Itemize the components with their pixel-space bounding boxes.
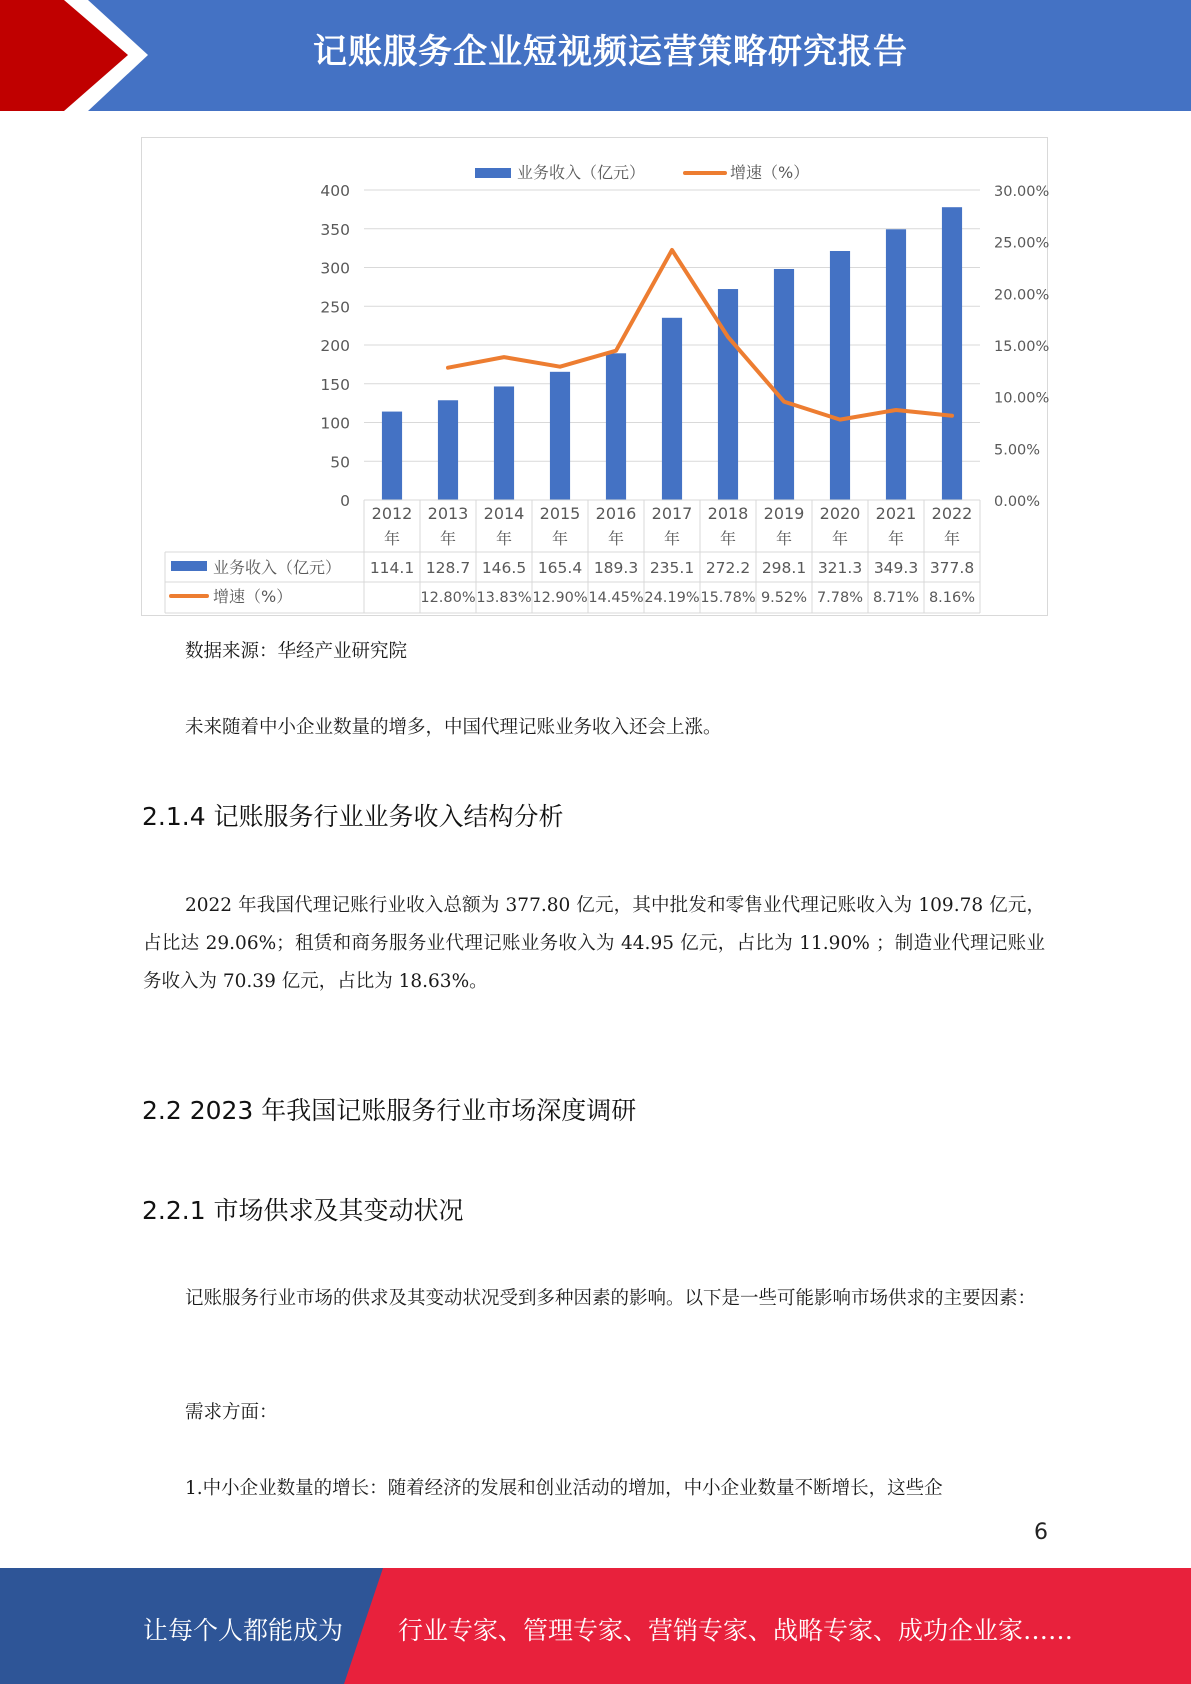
bar-revenue [494, 386, 514, 500]
paragraph-supply-demand: 记账服务行业市场的供求及其变动状况受到多种因素的影响。以下是一些可能影响市场供求的主要因素： [185, 1288, 1037, 1309]
bar-revenue [438, 400, 458, 500]
revenue-chart-svg [142, 138, 1049, 617]
right-axis-tick-label: 15.00% [994, 339, 1049, 355]
data-source-note: 数据来源：华经产业研究院 [185, 641, 408, 662]
table-cell-growth: 24.19% [644, 590, 700, 606]
table-row-header-growth: 增速（%） [213, 587, 293, 606]
category-label-year: 2012 [371, 504, 413, 523]
table-cell-revenue: 114.1 [369, 559, 415, 577]
category-label-year: 2021 [875, 504, 917, 523]
category-label-year: 2013 [427, 504, 469, 523]
left-axis-tick-label: 300 [320, 259, 350, 278]
table-cell-revenue: 272.2 [705, 559, 751, 577]
bar-revenue [830, 251, 850, 500]
category-label-suffix: 年 [887, 529, 905, 548]
chart-growth-line [448, 250, 952, 420]
right-axis-tick-label: 5.00% [994, 442, 1041, 459]
category-label-year: 2014 [483, 504, 525, 523]
left-axis-tick-label: 150 [320, 375, 350, 394]
category-label-year: 2016 [595, 504, 637, 523]
bar-revenue [942, 207, 962, 500]
table-cell-revenue: 235.1 [649, 559, 695, 577]
category-label-year: 2020 [819, 504, 861, 523]
line-growth-rate [448, 250, 952, 420]
category-label-suffix: 年 [943, 529, 961, 548]
category-label-year: 2015 [539, 504, 581, 523]
left-axis-tick-label: 400 [320, 182, 350, 200]
page-number: 6 [1034, 1520, 1048, 1545]
table-cell-growth: 15.78% [700, 590, 756, 606]
category-label-year: 2019 [763, 504, 805, 523]
paragraph-outlook: 未来随着中小企业数量的增多，中国代理记账业务收入还会上涨。 [185, 717, 722, 738]
category-label-suffix: 年 [383, 529, 401, 548]
bar-revenue [886, 229, 906, 500]
table-cell-revenue: 377.8 [929, 559, 975, 577]
right-axis-tick-label: 25.00% [994, 235, 1049, 252]
bar-revenue [382, 412, 402, 500]
legend-swatch-revenue [475, 168, 511, 178]
right-axis-tick-label: 30.00% [994, 184, 1049, 200]
paragraph-sme-growth: 1.中小企业数量的增长：随着经济的发展和创业活动的增加，中小企业数量不断增长，这些企 [185, 1478, 943, 1499]
bar-revenue [550, 372, 570, 500]
chart-legend [475, 163, 809, 182]
table-cell-revenue: 189.3 [593, 559, 639, 577]
table-swatch-revenue [171, 561, 207, 571]
table-cell-growth: 12.80% [420, 590, 476, 606]
category-label-year: 2022 [931, 504, 973, 523]
category-label-suffix: 年 [551, 529, 569, 548]
category-label-year: 2017 [651, 504, 693, 523]
legend-label-growth: 增速（%） [730, 163, 810, 182]
table-cell-revenue: 165.4 [537, 559, 583, 577]
table-cell-revenue: 298.1 [761, 559, 807, 577]
section-heading-2-2-1: 2.2.1 市场供求及其变动状况 [142, 1196, 464, 1225]
table-cell-growth: 9.52% [760, 590, 808, 606]
left-axis-tick-label: 50 [330, 453, 350, 472]
table-cell-growth: 8.71% [872, 590, 920, 606]
category-label-suffix: 年 [663, 529, 681, 548]
table-cell-growth: 14.45% [588, 590, 644, 606]
footer-slogan-left: 让每个人都能成为 [143, 1616, 344, 1645]
left-axis-tick-label: 200 [320, 337, 350, 355]
revenue-chart [141, 137, 1048, 616]
category-label-suffix: 年 [495, 529, 513, 548]
chart-data-table [165, 500, 980, 613]
paragraph-revenue-structure: 2022 年我国代理记账行业收入总额为 377.80 亿元，其中批发和零售业代理记账收入为 109.78 亿元，占比达 29.06%；租赁和商务服务业代理记账业务收入为 44.95 亿元，占比为 11.90% ；制造业代理记账业务收入为 70.39 亿元，占比为 18.63%。 [143, 895, 1045, 992]
table-cell-growth: 7.78% [816, 590, 864, 606]
left-axis-tick-label: 0 [340, 492, 350, 510]
table-cell-revenue: 321.3 [817, 559, 863, 577]
left-axis-tick-label: 100 [320, 414, 350, 433]
right-axis-tick-label: 10.00% [994, 390, 1049, 407]
table-cell-revenue: 146.5 [481, 559, 527, 577]
left-axis-tick-label: 250 [320, 298, 350, 317]
table-cell-growth: 8.16% [928, 590, 976, 606]
category-label-suffix: 年 [607, 529, 625, 548]
bar-revenue [774, 269, 794, 500]
category-label-suffix: 年 [719, 529, 737, 548]
footer-slogan-right: 行业专家、管理专家、营销专家、战略专家、成功企业家…… [398, 1616, 1074, 1645]
page-header [0, 0, 1191, 111]
right-axis-tick-label: 0.00% [994, 494, 1041, 510]
table-row-header-revenue: 业务收入（亿元） [213, 558, 342, 577]
category-label-year: 2018 [707, 504, 749, 523]
paragraph-demand-label: 需求方面： [185, 1402, 278, 1423]
category-label-suffix: 年 [439, 529, 457, 548]
bar-revenue [662, 318, 682, 500]
category-label-suffix: 年 [775, 529, 793, 548]
section-heading-2-1-4: 2.1.4 记账服务行业业务收入结构分析 [142, 802, 564, 831]
bar-revenue [606, 353, 626, 500]
table-cell-growth: 12.90% [532, 590, 588, 606]
bar-revenue [718, 289, 738, 500]
page-footer [0, 1568, 1191, 1684]
left-axis-tick-label: 350 [320, 220, 350, 239]
table-cell-revenue: 128.7 [425, 559, 471, 577]
table-cell-revenue: 349.3 [873, 559, 919, 577]
category-label-suffix: 年 [831, 529, 849, 548]
report-title: 记账服务企业短视频运营策略研究报告 [313, 32, 908, 72]
right-axis-tick-label: 20.00% [994, 287, 1049, 304]
section-heading-2-2: 2.2 2023 年我国记账服务行业市场深度调研 [142, 1096, 637, 1125]
table-cell-growth: 13.83% [476, 590, 532, 606]
legend-label-revenue: 业务收入（亿元） [517, 163, 646, 182]
